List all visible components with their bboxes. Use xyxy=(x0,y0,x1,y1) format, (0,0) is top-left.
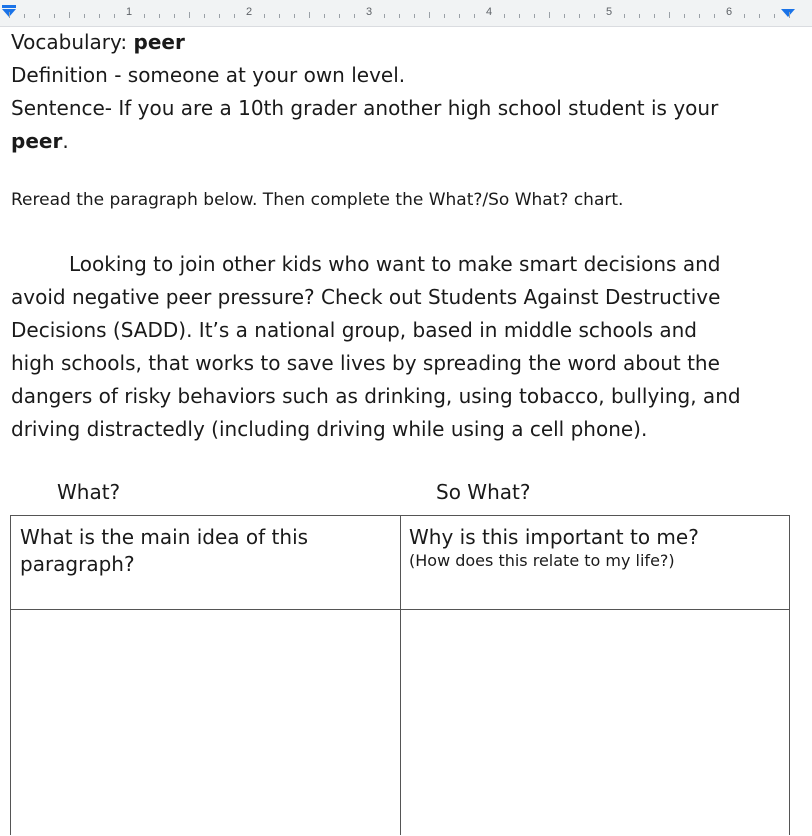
ruler-tick xyxy=(174,14,175,18)
ruler-tick xyxy=(549,12,550,18)
ruler-tick xyxy=(324,14,325,18)
paragraph-line: Decisions (SADD). It’s a national group, based in middle schools and xyxy=(11,318,697,342)
paragraph-line: driving distractedly (including driving while using a cell phone). xyxy=(11,417,648,441)
ruler-tick xyxy=(699,14,700,18)
ruler-tick xyxy=(519,14,520,18)
ruler-number: 4 xyxy=(485,6,493,18)
ruler-tick xyxy=(759,14,760,18)
ruler-number: 3 xyxy=(365,6,373,18)
sentence-line-end xyxy=(11,125,812,158)
vocabulary-word: peer xyxy=(133,30,185,54)
right-prompt: Why is this important to me? xyxy=(409,525,699,549)
ruler-tick xyxy=(624,14,625,18)
ruler-tick xyxy=(579,14,580,18)
sentence-peer-word: peer xyxy=(11,129,63,153)
paragraph-line: Looking to join other kids who want to make smart decisions and xyxy=(69,252,721,276)
ruler-tick xyxy=(399,14,400,18)
left-prompt-cell[interactable] xyxy=(20,524,308,578)
ruler-tick xyxy=(474,14,475,18)
definition-line: Definition - someone at your own level. xyxy=(11,63,406,87)
ruler-tick xyxy=(84,14,85,18)
chart-headings xyxy=(0,480,812,510)
ruler-tick xyxy=(744,14,745,18)
ruler-tick xyxy=(159,14,160,18)
paragraph-line: high schools, that works to save lives by spreading the word about the xyxy=(11,351,720,375)
instruction-text: Reread the paragraph below. Then complete the What?/So What? chart. xyxy=(11,190,624,210)
ruler-tick xyxy=(309,12,310,18)
ruler-tick xyxy=(144,14,145,18)
right-prompt-cell[interactable] xyxy=(409,524,699,571)
ruler-tick xyxy=(684,14,685,18)
ruler-tick xyxy=(204,14,205,18)
ruler-number: 1 xyxy=(125,6,133,18)
right-indent-marker[interactable] xyxy=(781,9,795,17)
paragraph-line: dangers of risky behaviors such as drinking, using tobacco, bullying, and xyxy=(11,384,741,408)
ruler-tick xyxy=(459,14,460,18)
ruler-tick xyxy=(354,14,355,18)
ruler-tick xyxy=(384,14,385,18)
ruler-tick xyxy=(639,14,640,18)
ruler-tick xyxy=(294,14,295,18)
ruler-number: 5 xyxy=(605,6,613,18)
ruler-tick xyxy=(264,14,265,18)
ruler-tick xyxy=(534,14,535,18)
left-prompt-line-1: What is the main idea of this xyxy=(20,525,309,549)
so-what-heading: So What? xyxy=(436,480,531,504)
ruler-tick xyxy=(504,14,505,18)
what-so-what-chart xyxy=(10,515,790,835)
ruler-tick xyxy=(414,14,415,18)
sentence-period: . xyxy=(62,129,69,153)
ruler-tick xyxy=(654,14,655,18)
ruler-tick xyxy=(279,14,280,18)
ruler-tick xyxy=(444,14,445,18)
right-subprompt: (How does this relate to my life?) xyxy=(409,551,675,570)
ruler-number: 2 xyxy=(245,6,253,18)
ruler-tick xyxy=(714,14,715,18)
what-heading: What? xyxy=(57,480,121,504)
ruler-tick xyxy=(9,12,10,18)
ruler-tick xyxy=(789,12,790,18)
sentence-line: Sentence- If you are a 10th grader another high school student is your xyxy=(11,96,719,120)
ruler-tick xyxy=(564,14,565,18)
ruler-tick xyxy=(189,12,190,18)
ruler-tick xyxy=(774,14,775,18)
document-body[interactable] xyxy=(11,26,812,446)
ruler-tick xyxy=(39,14,40,18)
ruler-tick xyxy=(234,14,235,18)
reading-paragraph xyxy=(11,248,801,446)
ruler-tick xyxy=(54,14,55,18)
what-answer-cell[interactable] xyxy=(11,610,400,836)
ruler-tick xyxy=(429,12,430,18)
vocabulary-label: Vocabulary: xyxy=(11,30,134,54)
so-what-answer-cell[interactable] xyxy=(401,610,789,836)
vocabulary-line xyxy=(11,26,812,59)
ruler-tick xyxy=(594,14,595,18)
ruler-tick xyxy=(339,14,340,18)
ruler-tick xyxy=(114,14,115,18)
ruler-tick xyxy=(219,14,220,18)
ruler-tick xyxy=(99,14,100,18)
left-prompt-line-2: paragraph? xyxy=(20,552,135,576)
ruler-tick xyxy=(24,14,25,18)
ruler-tick xyxy=(69,12,70,18)
ruler xyxy=(0,0,812,27)
paragraph-line: avoid negative peer pressure? Check out Students Against Destructive xyxy=(11,285,721,309)
ruler-number: 6 xyxy=(725,6,733,18)
ruler-tick xyxy=(669,12,670,18)
